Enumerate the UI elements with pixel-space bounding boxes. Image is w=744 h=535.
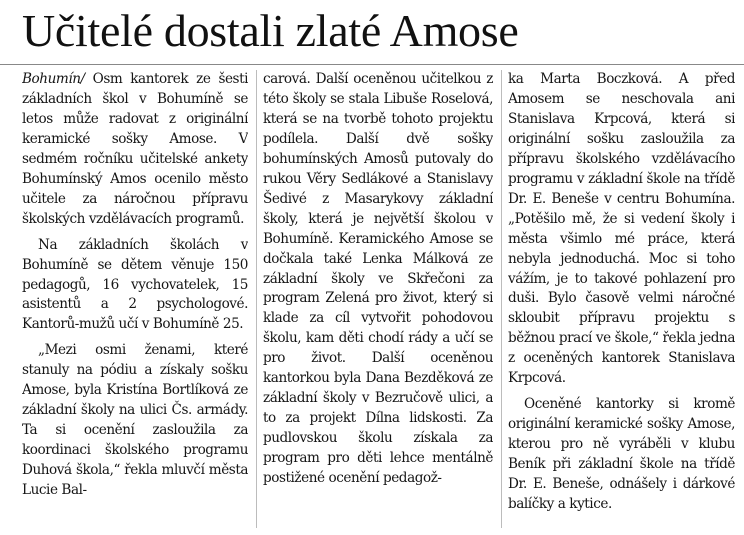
column-2-paragraph-1: carová. Další oceněnou učitelkou z této školy se stala Libuše Roselová, která se na tvorbě tohoto projektu podílela. Další dvě sošky bohumínských Amosů putovaly do rukou Věry Sedlákové a Stanislavy Šedivé z Masarykovy základní školy, která je největší školou v Bohumíně. Keramického Amose se dočkala také Lenka Málková ze základní školy ve Skřečoni za program Zelená pro život, který si klade za cíl vytvořit pohodovou školu, kam děti chodí rády a učí se pro život. Další oceněnou kantorkou byla Dana Bezděková ze základní školy v Bezručově ulici, a to za projekt Dílna lidskosti. Za pudlovskou školu získala za program pro děti lehce mentálně postižené ocenění pedagož-	[263, 71, 493, 487]
dateline: Bohumín/	[22, 71, 85, 87]
headline-rule	[0, 64, 744, 65]
article-column-2	[263, 70, 493, 530]
column-separator-1	[256, 70, 257, 528]
article-column-1	[22, 70, 248, 530]
column-1-paragraph-1-text: Osm kantorek ze šesti základních škol v Bohumíně se letos může radovat z originální keramické sošky Amose. V sedmém ročníku učitelské ankety Bohumínský Amos ocenilo město učitele za náročnou přípravu školských vzdělávacích programů.	[22, 71, 248, 227]
column-1-paragraph-3: „Mezi osmi ženami, které stanuly na pódiu a získaly sošku Amose, byla Kristína Bortlíková ze základní školy na ulici Čs. armády. Ta si ocenění zasloužila za koordinaci školského programu Duhová škola,“ řekla mluvčí města Lucie Bal-	[22, 342, 248, 499]
column-separator-2	[501, 70, 502, 528]
column-3-paragraph-1: ka Marta Boczková. A před Amosem se neschovala ani Stanislava Krpcová, která si originální sošku zasloužila za přípravu školského vzdělávacího programu v základní škole na třídě Dr. E. Beneše v centru Bohumína. „Potěšilo mě, že si vedení školy i města všimlo mé práce, která nebyla jednoduchá. Moc si toho vážím, je to takové pohlazení pro duši. Bylo časově velmi náročné skloubit přípravu projektu s běžnou prací ve škole,“ řekla jedna z oceněných kantorek Stanislava Krpcová.	[508, 71, 735, 387]
article-headline: Učitelé dostali zlaté Amose	[22, 5, 519, 56]
column-1-paragraph-1	[22, 70, 248, 230]
column-1-paragraph-2: Na základních školách v Bohumíně se dětem věnuje 150 pedagogů, 16 vychovatelek, 15 asistentů a 2 psychologové. Kantorů-mužů učí v Bohumíně 25.	[22, 236, 248, 333]
article-column-3	[508, 70, 735, 530]
column-3-paragraph-2: Oceněné kantorky si kromě originální keramické sošky Amose, kterou pro ně vyráběli v klubu Beník při základní škole na třídě Dr. E. Beneše, odnášely i dárkové balíčky a kytice.	[508, 396, 735, 513]
